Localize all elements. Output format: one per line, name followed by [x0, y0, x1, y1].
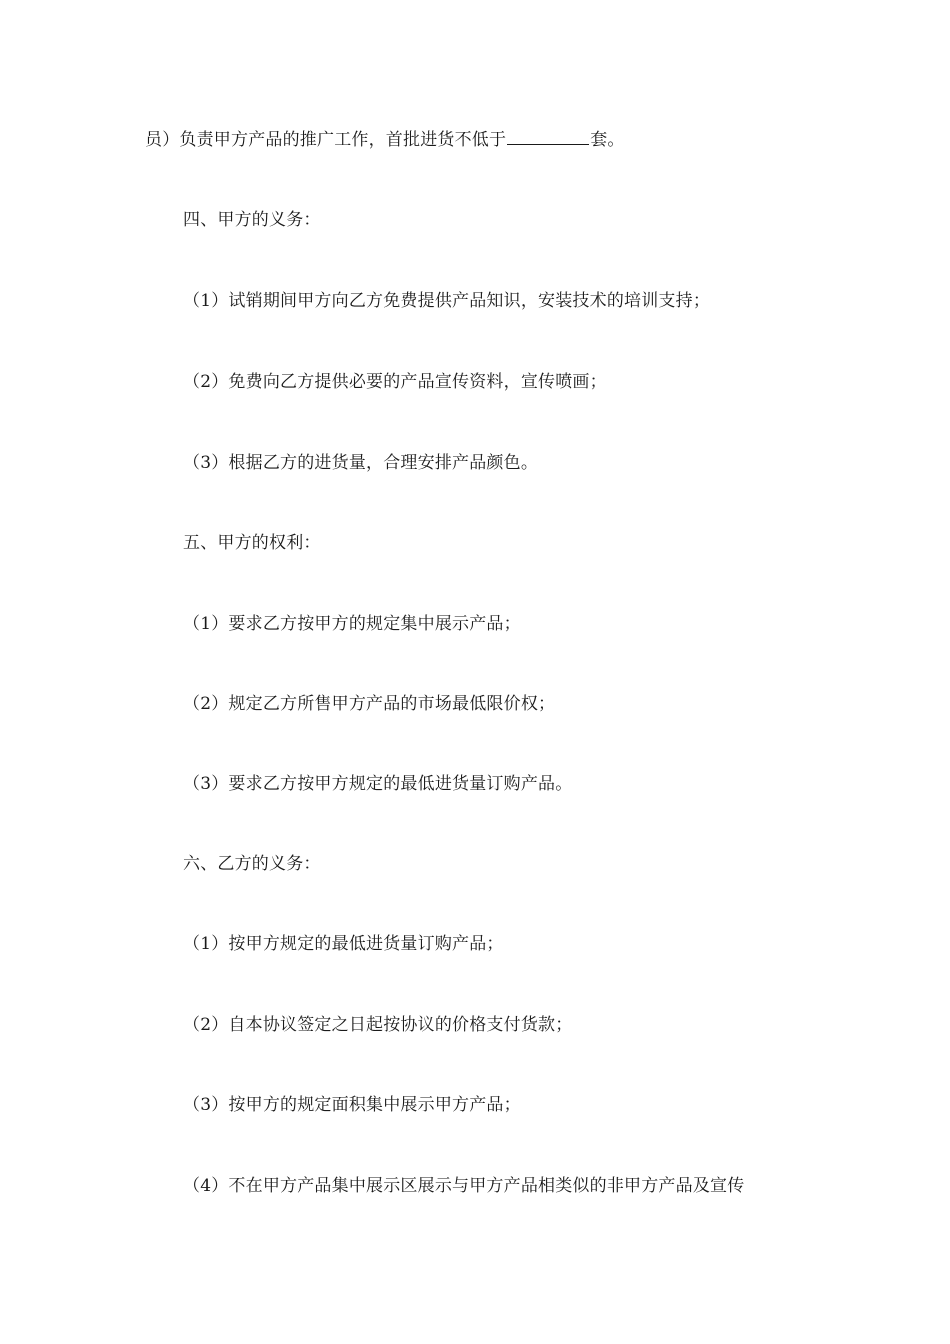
clause-item: （2）自本协议签定之日起按协议的价格支付货款； [183, 1015, 573, 1035]
clause-item: （2）免费向乙方提供必要的产品宣传资料，宣传喷画； [183, 372, 607, 392]
clause-item: （1）试销期间甲方向乙方免费提供产品知识，安装技术的培训支持； [183, 291, 711, 311]
clause-item: （3）按甲方的规定面积集中展示甲方产品； [183, 1095, 521, 1115]
section-heading: 五、甲方的权利： [183, 533, 321, 553]
section-heading: 六、乙方的义务： [183, 854, 321, 874]
clause-item: （3）根据乙方的进货量，合理安排产品颜色。 [183, 453, 539, 473]
paragraph-text: 员）负责甲方产品的推广工作，首批进货不低于 [145, 130, 507, 150]
paragraph-text: 套。 [590, 130, 625, 150]
clause-item: （3）要求乙方按甲方规定的最低进货量订购产品。 [183, 774, 573, 794]
clause-item: （1）按甲方规定的最低进货量订购产品； [183, 934, 504, 954]
clause-item: （2）规定乙方所售甲方产品的市场最低限价权； [183, 694, 556, 714]
paragraph-continuation [145, 127, 625, 152]
clause-item: （1）要求乙方按甲方的规定集中展示产品； [183, 614, 521, 634]
section-heading: 四、甲方的义务： [183, 210, 321, 230]
clause-item: （4）不在甲方产品集中展示区展示与甲方产品相类似的非甲方产品及宣传 [183, 1176, 745, 1196]
fill-in-blank [507, 127, 589, 145]
